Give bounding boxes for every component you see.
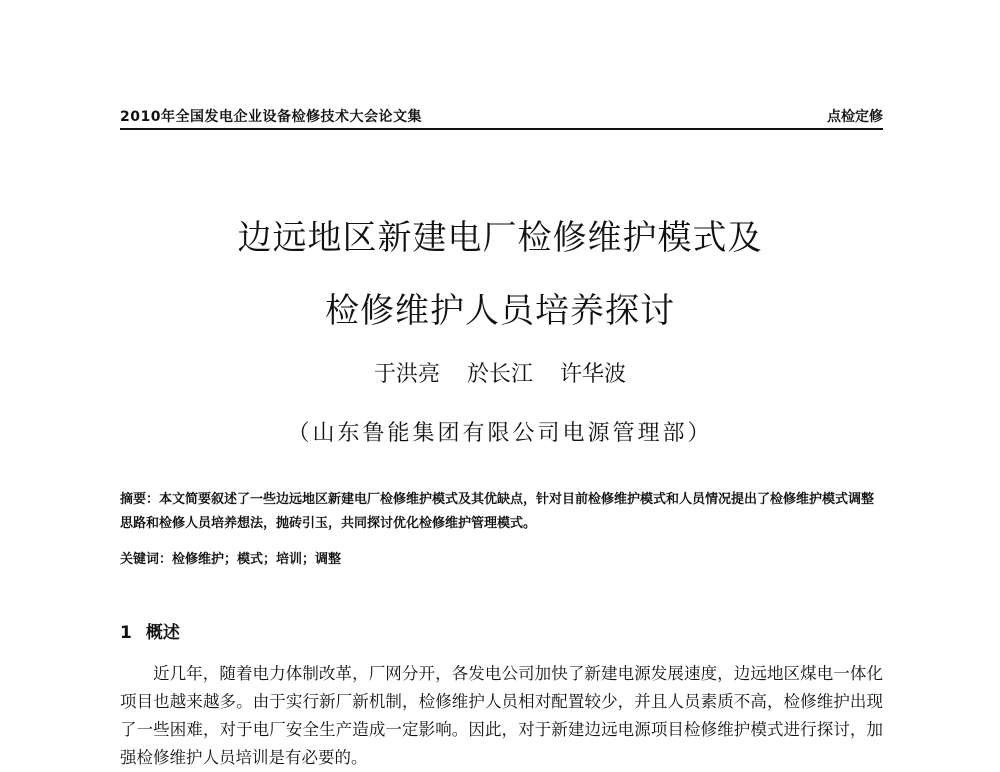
keywords-text: 检修维护；模式；培训；调整: [172, 552, 342, 567]
header-proceedings-title: 2010年全国发电企业设备检修技术大会论文集: [120, 109, 422, 125]
running-header: [120, 106, 883, 130]
section-number: 1: [120, 623, 132, 643]
keywords-label: 关键词：: [120, 552, 173, 567]
author-list: [0, 357, 1000, 388]
paper-title-line-2: 检修维护人员培养探讨: [325, 291, 675, 331]
author-name: 许华波: [560, 362, 627, 387]
section-heading: [120, 618, 180, 643]
abstract-text: 本文简要叙述了一些边远地区新建电厂检修维护模式及其优缺点，针对目前检修维护模式和人员情况提出了检修维护模式调整思路和检修人员培养想法，抛砖引玉，共同探讨优化检修维护管理模式。: [120, 492, 875, 531]
abstract-label: 摘要：: [120, 492, 160, 507]
keywords: [120, 548, 883, 567]
affiliation: （山东鲁能集团有限公司电源管理部）: [287, 421, 713, 446]
paper-title-line-1: 边远地区新建电厂检修维护模式及: [237, 218, 763, 258]
author-name: 于洪亮: [373, 362, 440, 387]
body-paragraph: 近几年，随着电力体制改革，厂网分开，各发电公司加快了新建电源发展速度，边远地区煤电一体化项目也越来越多。由于实行新厂新机制，检修维护人员相对配置较少，并且人员素质不高，检修维护出现了一些困难，对于电厂安全生产造成一定影响。因此，对于新建边远电源项目检修维护模式进行探讨，加强检修维护人员培训是有必要的。: [120, 664, 883, 767]
header-section-name: 点检定修: [827, 109, 883, 125]
abstract: [120, 488, 883, 536]
section-title: 概述: [145, 623, 180, 643]
author-name: 於长江: [466, 362, 533, 387]
